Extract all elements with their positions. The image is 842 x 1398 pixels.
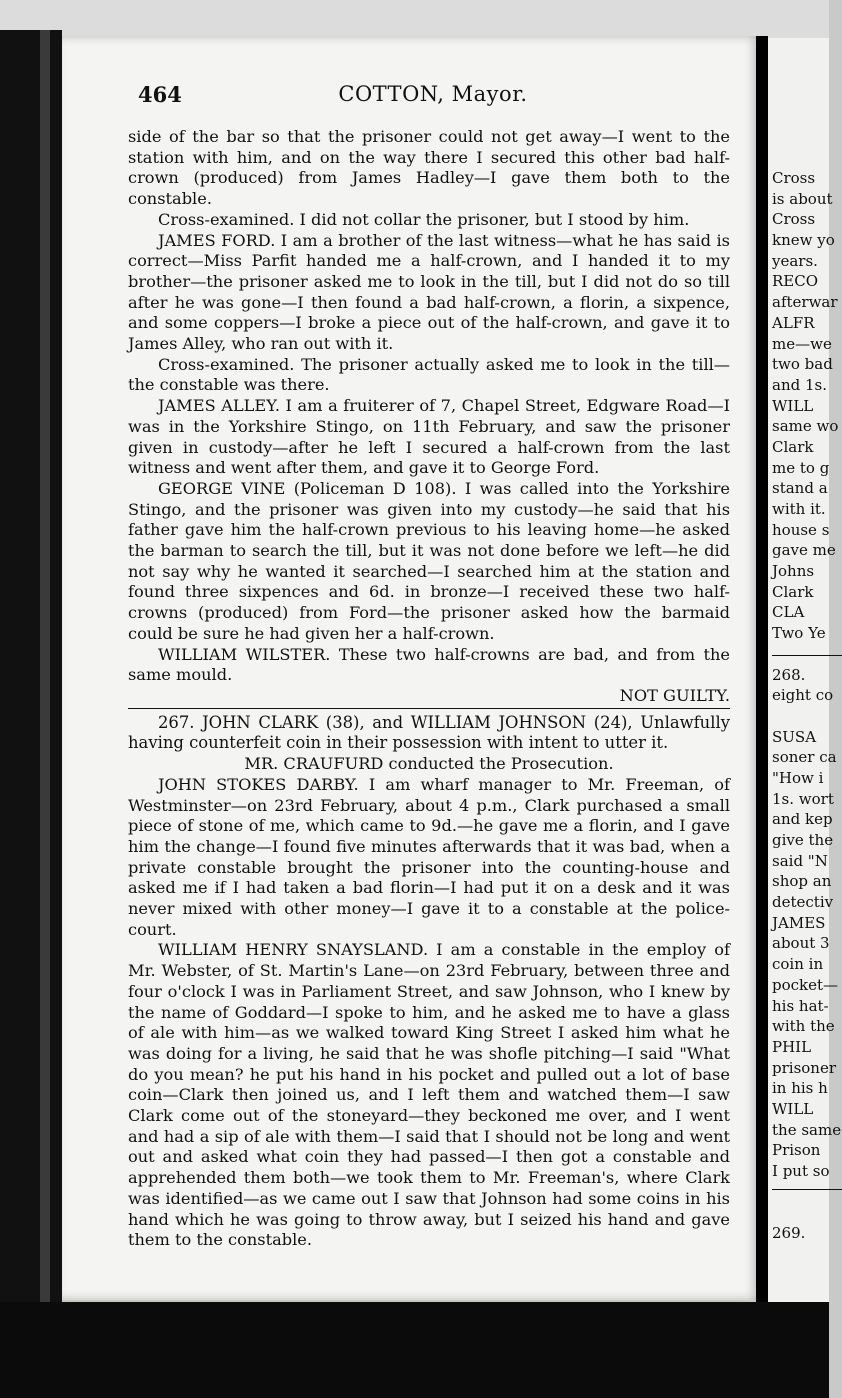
right-page-line [772, 1202, 842, 1223]
right-page-line: ALFR [772, 313, 815, 332]
right-page-line: said "N [772, 851, 828, 870]
right-page-line: me—we [772, 334, 832, 353]
right-page-line: I put so [772, 1162, 830, 1180]
body-text [128, 127, 730, 1251]
right-page-line: 1s. wort [772, 789, 834, 808]
right-page-line: Prison [772, 1141, 821, 1160]
right-page-line: RECO [772, 272, 819, 291]
page-header [138, 82, 728, 112]
right-page-line: eight co [772, 686, 834, 705]
right-page-line: detectiv [772, 893, 834, 912]
right-page-line: PHIL [772, 1037, 812, 1056]
right-page-line: WILL [772, 396, 814, 415]
right-page-line: WILL [772, 1099, 814, 1118]
right-page-line: two bad [772, 355, 833, 374]
section-rule [128, 708, 730, 709]
right-page-line: years. [772, 251, 818, 270]
paragraph: JAMES FORD. I am a brother of the last witness—what he has said is correct—Miss Parfit handed me a half-crown, and I handed it to my brother—the prisoner asked me to look in the till, but I did not do so till after he was gone—I then found a bad half-crown, a florin, a sixpence, and some coppers—I broke a piece out of the half-crown, and gave it to James Alley, who ran out with it. [128, 230, 730, 354]
right-page-line: and 1s. [772, 375, 827, 394]
page-number: 464 [138, 82, 182, 107]
right-page-line: with the [772, 1017, 835, 1036]
paragraph: Cross-examined. The prisoner actually asked me to look in the till—the constable was there. [128, 354, 730, 395]
right-page-line: "How i [772, 768, 824, 787]
right-page-line: house s [772, 520, 830, 539]
page-gutter [756, 36, 768, 1304]
right-page-line: me to g [772, 458, 830, 477]
right-page-line: same wo [772, 417, 839, 436]
right-page-line: give the [772, 831, 834, 849]
right-page-line: Johns [772, 562, 815, 581]
case-heading: 267. JOHN CLARK (38), and WILLIAM JOHNSON (24), Unlawfully having counterfeit coin in their possession with intent to utter it. [128, 712, 730, 753]
right-page-line: coin in [772, 955, 824, 974]
right-page-line: 269. [772, 1224, 806, 1243]
right-page-line: with it. [772, 500, 826, 518]
right-page-line: Cross [772, 169, 816, 187]
paragraph: WILLIAM HENRY SNAYSLAND. I am a constable in the employ of Mr. Webster, of St. Martin's Lane—on 23rd February, between three and four o'clock I was in Parliament Street, and saw Johnson, who I knew by the name of Goddard—I spoke to him, and he asked me to have a glass of ale with him—as we walked toward King Street I asked him what he was doing for a living, he said that he was shofle pitching—I said "What do you mean? he put his hand in his pocket and pulled out a lot of base coin—Clark then joined us, and I left them and watched them—I saw Clark come out of the stoneyard—they beckoned me over, and I went and had a sip of ale with them—I said that I should not be long and went out and asked what coin they had passed—I then got a constable and apprehended them both—we took them to Mr. Freeman's, where Clark was identified—as we came out I saw that Johnson had some coins in his hand which he was going to throw away, but I seized his hand and gave them to the constable. [128, 940, 730, 1250]
right-page-line: shop an [772, 872, 832, 891]
right-page-column [772, 168, 842, 1244]
right-page-line: Clark [772, 437, 814, 456]
right-page-line: 268. [772, 665, 806, 684]
right-page-rule-bottom [772, 1189, 842, 1190]
verdict: NOT GUILTY. [619, 685, 730, 705]
right-page-line [772, 706, 842, 727]
right-page-line: soner ca [772, 748, 837, 767]
paragraph: JAMES ALLEY. I am a fruiterer of 7, Chapel Street, Edgware Road—I was in the Yorkshire Stingo, on 11th February, and saw the prisoner given in custody—after he left I secured a half-crown from the last witness and went after them, and gave it to George Ford. [128, 396, 730, 478]
right-page-line: about 3 [772, 934, 830, 953]
right-page-line: SUSA [772, 727, 817, 746]
scan-bottom-margin [0, 1302, 829, 1398]
prosecution-note: MR. CRAUFURD conducted the Prosecution. [244, 754, 614, 774]
right-page-line: Cross [772, 210, 816, 229]
paragraph: WILLIAM WILSTER. These two half-crowns are bad, and from the same mould. [128, 644, 730, 685]
book-spine-edge [40, 30, 50, 1305]
right-page-line: afterwar [772, 293, 838, 312]
right-page-line: prisoner [772, 1058, 837, 1077]
right-page-line: stand a [772, 479, 828, 498]
right-page-line: pocket— [772, 975, 839, 994]
right-page-line: Two Ye [772, 624, 826, 643]
right-page-line: gave me [772, 541, 836, 560]
right-page-fragment [768, 38, 842, 1302]
book-spine [0, 30, 62, 1305]
right-page-line: Clark [772, 582, 814, 601]
right-page-line: CLA [772, 603, 805, 622]
right-page-line: is about [772, 189, 833, 208]
scan-top-margin [0, 0, 829, 38]
right-page-line: and kep [772, 810, 833, 829]
right-page-line: in his h [772, 1079, 828, 1098]
right-page-rule [772, 655, 842, 656]
right-page-line [772, 1182, 842, 1203]
right-page-line: his hat- [772, 996, 829, 1015]
right-page-line: knew yo [772, 231, 835, 250]
right-page-line: the same [772, 1120, 842, 1139]
paragraph: side of the bar so that the prisoner could not get away—I went to the station with him, and on the way there I secured this other bad half-crown (produced) from James Hadley—I gave them both to the constable. [128, 127, 730, 209]
paragraph: Cross-examined. I did not collar the prisoner, but I stood by him. [158, 209, 690, 229]
paragraph: JOHN STOKES DARBY. I am wharf manager to Mr. Freeman, of Westminster—on 23rd February, about 4 p.m., Clark purchased a small piece of stone of me, which came to 9d.—he gave me a florin, and I gave him the change—I found five minutes afterwards that it was bad, when a private constable brought the prisoner into the counting-house and asked me if I had taken a bad florin—I had put it on a desk and it was never mixed with other money—I gave it to a constable at the police-court. [128, 774, 730, 939]
paragraph: GEORGE VINE (Policeman D 108). I was called into the Yorkshire Stingo, and the prisoner was given into my custody—he said that his father gave him the half-crown previous to his leaving home—he asked the barman to search the till, but it was not done before we left—he did not say why he wanted it searched—I searched him at the station and found three sixpences and 6d. in bronze—I received these two half-crowns (produced) from Ford—the prisoner asked how the barmaid could be sure he had given her a half-crown. [128, 478, 730, 643]
running-head: COTTON, Mayor. [338, 82, 528, 106]
right-page-line: JAMES [772, 913, 826, 932]
